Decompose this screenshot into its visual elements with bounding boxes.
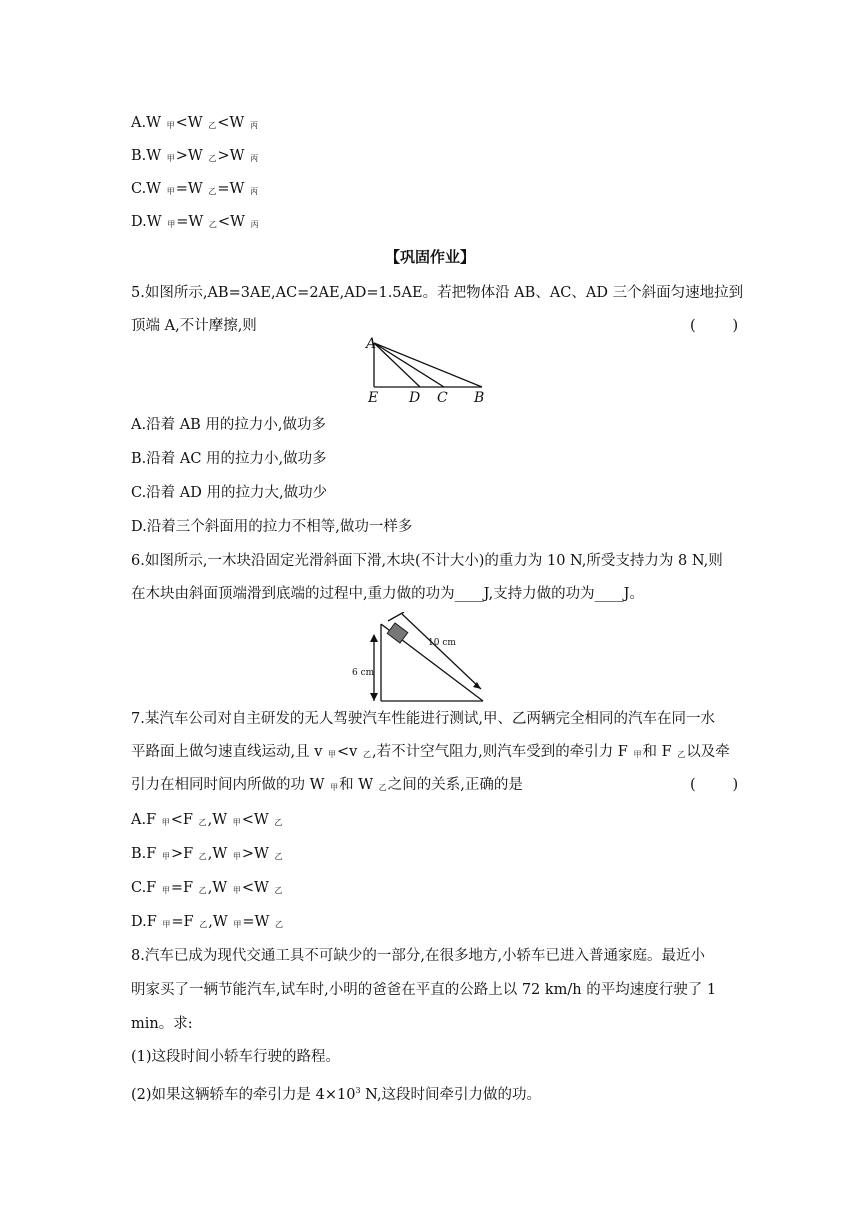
section-title: 【巩固作业】 <box>384 248 475 266</box>
subscript: 乙 <box>199 920 208 929</box>
q5-option-a: A.沿着 AB 用的拉力小,做功多 <box>131 417 327 433</box>
q5-incline-figure <box>360 334 500 406</box>
q5-option-b: B.沿着 AC 用的拉力小,做功多 <box>131 451 327 467</box>
figure-label-a: A <box>366 336 377 352</box>
superscript: 3 <box>355 1086 361 1095</box>
figure-line-ad <box>374 343 420 387</box>
stem-text: N,这段时间牵引力做的功。 <box>360 1087 542 1103</box>
option-text: <W <box>241 880 274 896</box>
q7-option-d <box>131 912 284 935</box>
q5-stem-line1: 5.如图所示,AB=3AE,AC=2AE,AD=1.5AE。若把物体沿 AB、AC、AD 三个斜面匀速地拉到 <box>131 285 744 301</box>
option-text: =W <box>217 181 250 197</box>
subscript: 甲 <box>633 750 642 759</box>
q6-stem-line1: 6.如图所示,一木块沿固定光滑斜面下滑,木块(不计大小)的重力为 10 N,所受支持力为 8 N,则 <box>131 553 723 569</box>
q8-stem-line2: 明家买了一辆节能汽车,试车时,小明的爸爸在平直的公路上以 72 km/h 的平均速度行驶了 1 <box>131 982 717 998</box>
option-text: <F <box>170 812 198 828</box>
subscript: 乙 <box>208 154 217 163</box>
subscript: 丙 <box>250 187 259 196</box>
q6-stem-line2: 在木块由斜面顶端滑到底端的过程中,重力做的功为____J,支持力做的功为____J。 <box>131 586 644 602</box>
subscript: 乙 <box>275 920 284 929</box>
option-text: B.F <box>131 846 161 862</box>
subscript: 甲 <box>330 783 339 792</box>
option-text: >F <box>170 846 198 862</box>
option-text: =F <box>171 914 199 930</box>
option-text: =F <box>170 880 198 896</box>
subscript: 乙 <box>208 121 217 130</box>
q5-stem-line2: 顶端 A,不计摩擦,则 <box>131 318 257 334</box>
subscript: 乙 <box>378 783 387 792</box>
option-text: D.F <box>131 914 162 930</box>
subscript: 甲 <box>166 154 175 163</box>
subscript: 甲 <box>161 886 170 895</box>
q8-stem-line1: 8.汽车已成为现代交通工具不可缺少的一部分,在很多地方,小轿车已进入普通家庭。最近小 <box>131 948 706 964</box>
stem-text: ,若不计空气阻力,则汽车受到的牵引力 F <box>371 744 633 760</box>
option-text: >W <box>241 846 274 862</box>
subscript: 丙 <box>250 220 259 229</box>
subscript: 甲 <box>161 852 170 861</box>
height-label: 6 cm <box>352 668 375 678</box>
q5-option-c: C.沿着 AD 用的拉力大,做功少 <box>131 485 328 501</box>
stem-text: 和 W <box>339 777 378 793</box>
option-text: B.W <box>131 148 166 164</box>
stem-text: 之间的关系,正确的是 <box>387 777 523 793</box>
stem-text: <v <box>337 744 362 760</box>
option-text: <W <box>241 812 274 828</box>
stem-text: 和 F <box>642 744 677 760</box>
subscript: 甲 <box>166 121 175 130</box>
option-text: ,W <box>207 880 232 896</box>
option-text: ,W <box>207 812 232 828</box>
option-text: <W <box>217 115 249 131</box>
subscript: 甲 <box>167 220 176 229</box>
q4-option-c <box>131 179 259 202</box>
stem-text: 引力在相同时间内所做的功 W <box>131 777 330 793</box>
subscript: 乙 <box>274 852 283 861</box>
q7-stem-line2 <box>131 742 730 765</box>
option-text: ,W <box>207 846 232 862</box>
subscript: 甲 <box>232 818 241 827</box>
figure-label-e: E <box>368 390 379 406</box>
subscript: 甲 <box>161 818 170 827</box>
option-text: D.W <box>131 214 167 230</box>
subscript: 乙 <box>274 886 283 895</box>
subscript: 乙 <box>208 187 217 196</box>
subscript: 乙 <box>198 886 207 895</box>
q8-subquestion-1: (1)这段时间小轿车行驶的路程。 <box>131 1049 341 1065</box>
subscript: 乙 <box>198 852 207 861</box>
option-text: <W <box>175 115 208 131</box>
arrowhead-up <box>370 634 378 642</box>
subscript: 甲 <box>232 886 241 895</box>
q4-option-a <box>131 113 259 136</box>
option-text: =W <box>175 181 208 197</box>
q6-incline-figure <box>350 612 500 704</box>
subscript: 乙 <box>198 818 207 827</box>
extension-line <box>388 612 404 621</box>
subscript: 甲 <box>166 187 175 196</box>
q7-stem-line3 <box>131 775 523 798</box>
q4-option-d <box>131 212 260 235</box>
option-text: C.F <box>131 880 161 896</box>
q8-stem-line3: min。求: <box>131 1016 193 1032</box>
subscript: 丙 <box>250 154 259 163</box>
q7-option-b <box>131 844 284 867</box>
subscript: 乙 <box>274 818 283 827</box>
q5-answer-paren: ( ) <box>690 318 739 334</box>
q4-option-b <box>131 146 259 169</box>
q8-subquestion-2 <box>131 1081 541 1105</box>
stem-text: (2)如果这辆轿车的牵引力是 4×10 <box>131 1087 356 1103</box>
subscript: 乙 <box>362 750 371 759</box>
figure-label-b: B <box>474 390 485 406</box>
subscript: 甲 <box>233 920 242 929</box>
option-text: =W <box>176 214 208 230</box>
q5-option-d: D.沿着三个斜面用的拉力不相等,做功一样多 <box>131 519 413 535</box>
length-dimension-line <box>402 614 481 689</box>
length-label: 10 cm <box>428 638 456 648</box>
option-text: >W <box>175 148 208 164</box>
figure-line-ab <box>374 343 482 387</box>
option-text: <W <box>217 214 250 230</box>
subscript: 甲 <box>328 750 337 759</box>
q7-answer-paren: ( ) <box>690 777 739 793</box>
option-text: ,W <box>208 914 233 930</box>
q7-option-c <box>131 878 283 901</box>
option-text: C.W <box>131 181 166 197</box>
arrowhead-down <box>370 693 378 701</box>
stem-text: 以及牵 <box>686 744 730 760</box>
option-text: =W <box>242 914 275 930</box>
figure-label-d: D <box>409 390 421 406</box>
stem-text: 平路面上做匀速直线运动,且 v <box>131 744 328 760</box>
q7-option-a <box>131 810 283 833</box>
subscript: 甲 <box>162 920 171 929</box>
wood-block <box>387 623 408 643</box>
option-text: A.W <box>131 115 166 131</box>
subscript: 乙 <box>677 750 686 759</box>
subscript: 甲 <box>232 852 241 861</box>
figure-line-ac <box>374 343 444 387</box>
subscript: 乙 <box>208 220 217 229</box>
option-text: >W <box>217 148 250 164</box>
figure-label-c: C <box>437 390 448 406</box>
subscript: 丙 <box>249 121 258 130</box>
option-text: A.F <box>131 812 161 828</box>
q7-stem-line1: 7.某汽车公司对自主研发的无人驾驶汽车性能进行测试,甲、乙两辆完全相同的汽车在同一水 <box>131 711 715 727</box>
